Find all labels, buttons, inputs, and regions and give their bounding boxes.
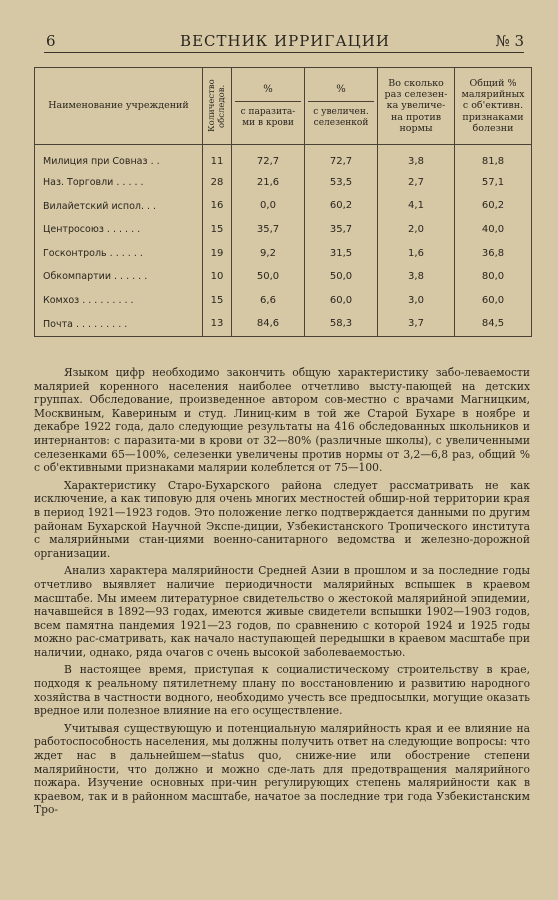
cell-spleen: 50,0 [305, 265, 378, 289]
table-row [35, 313, 532, 337]
cell-name: Обкомпартии . . . . . . [35, 265, 203, 289]
paragraph: Анализ характера малярийности Средней Азии в прошлом и за последние годы отчетливо выявляет наличие периодичности малярийных вспышек в краевом масштабе. Мы имеем литературное свидетельство о жестокой малярийной эпидемии, начавшейся в 1892—93 годах, имеются живые свидетели вспышки 1902—1903 годов, всем памятна пандемия 1921—23 годов, по сравнению с которой 1924 и 1925 годы можно рас-сматривать, как начало наступающей передышки в краевом масштабе при наличии, однако, ряда очагов с очень высокой заболеваемостью. [34, 564, 530, 659]
malaria-table [34, 67, 532, 337]
cell-overall: 84,5 [455, 313, 532, 337]
cell-parasite: 72,7 [232, 145, 305, 172]
header-ratio: Во сколько раз селезен-ка увеличе-на против нормы [378, 68, 455, 145]
header-spleen-bottom: с увеличен. селезенкой [308, 101, 374, 129]
cell-overall: 36,8 [455, 242, 532, 266]
table-header-row [35, 68, 532, 145]
cell-ratio: 2,7 [378, 171, 455, 195]
cell-ratio: 1,6 [378, 242, 455, 266]
cell-count: 16 [203, 195, 232, 219]
journal-title: ВЕСТНИК ИРРИГАЦИИ [180, 32, 390, 50]
header-parasite-bottom: с паразита-ми в крови [235, 101, 301, 129]
cell-parasite: 0,0 [232, 195, 305, 219]
cell-overall: 60,2 [455, 195, 532, 219]
cell-count: 28 [203, 171, 232, 195]
cell-name: Госконтроль . . . . . . [35, 242, 203, 266]
cell-spleen: 31,5 [305, 242, 378, 266]
header-parasite [232, 68, 305, 145]
cell-name: Центросоюз . . . . . . [35, 218, 203, 242]
cell-count: 15 [203, 218, 232, 242]
cell-parasite: 84,6 [232, 313, 305, 337]
header-institution: Наименование учреждений [35, 68, 203, 145]
table-row [35, 145, 532, 172]
cell-count: 15 [203, 289, 232, 313]
paragraph: Характеристику Старо-Бухарского района следует рассматривать не как исключение, а как типовую для очень многих местностей обшир-ной территории края в период 1921—1923 годов. Это положение легко подтверждается данными по другим районам Бухарской Научной Экспе-диции, Узбекистанского Тропического института с малярийными стан-циями военно-санитарного ведомства и железно-дорожной организации. [34, 478, 530, 560]
paragraph: Языком цифр необходимо закончить общую характеристику забо-леваемости малярией коренного населения наиболее отчетливо высту-пающей на детских группах. Обследование, произведенное автором сов-местно с врачами Магницким, Москвиным, Кавериным и студ. Линиц-ким в той же Старой Бухаре в ноябре и декабре 1922 года, дало следующие результаты на 416 обследованных школьников и интернантов: с паразита-ми в крови от 32—80% (различные школы), с увеличенными селезенками 65—100%, селезенки увеличены против нормы от 3,2—6,8 раз, общий % с об'ективными признаками малярии колеблется от 75—100. [34, 366, 530, 475]
cell-ratio: 4,1 [378, 195, 455, 219]
cell-parasite: 6,6 [232, 289, 305, 313]
header-parasite-top: % [263, 83, 273, 95]
cell-name: Комхоз . . . . . . . . . [35, 289, 203, 313]
cell-spleen: 58,3 [305, 313, 378, 337]
cell-overall: 40,0 [455, 218, 532, 242]
cell-overall: 60,0 [455, 289, 532, 313]
cell-count: 10 [203, 265, 232, 289]
cell-spleen: 60,0 [305, 289, 378, 313]
cell-name: Почта . . . . . . . . . [35, 313, 203, 337]
page-header [46, 30, 524, 52]
table-row [35, 171, 532, 195]
cell-spleen: 53,5 [305, 171, 378, 195]
cell-name: Милиция при Совназ . . [35, 145, 203, 172]
table-row [35, 218, 532, 242]
cell-spleen: 60,2 [305, 195, 378, 219]
issue-number: № 3 [495, 32, 524, 50]
header-spleen [305, 68, 378, 145]
header-count [203, 68, 232, 145]
cell-overall: 80,0 [455, 265, 532, 289]
cell-ratio: 3,7 [378, 313, 455, 337]
header-rule [44, 52, 524, 53]
header-count-label: Количество обследов. [206, 79, 227, 133]
cell-count: 13 [203, 313, 232, 337]
paragraph: Учитывая существующую и потенциальную малярийность края и ее влияние на работоспособность населения, мы должны получить ответ на следующие вопросы: что ждет нас в дальнейшем—status quo, сниже-ние или обострение степени малярийности, что должно и можно сде-лать для предотвращения малярийного пожара. Изучение основных при-чин регулирующих степень малярийности как в краевом, так и в районном масштабе, начатое за последние три года Узбекистанским Тро- [34, 721, 530, 817]
table-row [35, 289, 532, 313]
cell-parasite: 35,7 [232, 218, 305, 242]
header-spleen-top: % [336, 83, 346, 95]
cell-overall: 57,1 [455, 171, 532, 195]
cell-spleen: 35,7 [305, 218, 378, 242]
cell-ratio: 3,8 [378, 145, 455, 172]
cell-parasite: 21,6 [232, 171, 305, 195]
table-row [35, 265, 532, 289]
cell-spleen: 72,7 [305, 145, 378, 172]
cell-parasite: 50,0 [232, 265, 305, 289]
article-text [34, 366, 530, 821]
paragraph: В настоящее время, приступая к социалистическому строительству в крае, подходя к реальному пятилетнему плану по восстановлению и развитию народного хозяйства в частности водного, необходимо учесть все предпосылки, могущие оказать вредное или полезное влияние на его осуществление. [34, 663, 530, 718]
cell-parasite: 9,2 [232, 242, 305, 266]
cell-count: 11 [203, 145, 232, 172]
table-row [35, 195, 532, 219]
cell-count: 19 [203, 242, 232, 266]
cell-ratio: 2,0 [378, 218, 455, 242]
cell-ratio: 3,0 [378, 289, 455, 313]
cell-ratio: 3,8 [378, 265, 455, 289]
cell-name: Наз. Торговли . . . . . [35, 171, 203, 195]
cell-name: Вилайетский испол. . . [35, 195, 203, 219]
cell-overall: 81,8 [455, 145, 532, 172]
page-number: 6 [46, 32, 56, 50]
table-row [35, 242, 532, 266]
header-overall: Общий % малярийных с об'ективн. признаками болезни [455, 68, 532, 145]
